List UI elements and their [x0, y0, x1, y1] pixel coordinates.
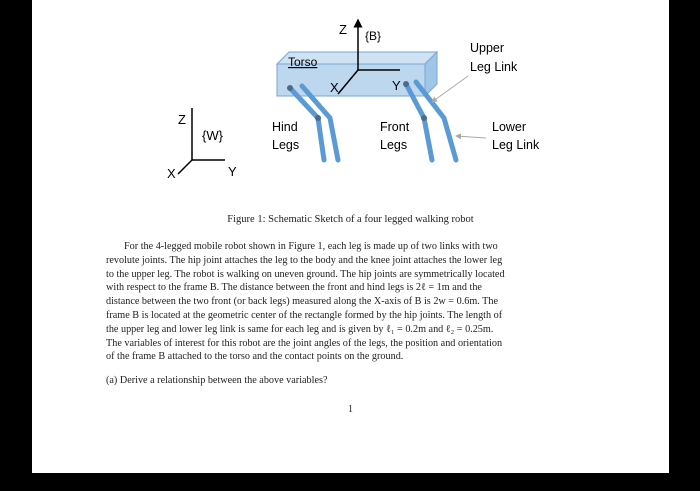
front-hip-joint	[403, 81, 409, 87]
body-y-label: Y	[392, 78, 401, 93]
upper-leg-link-label: Upper Leg Link	[470, 41, 518, 74]
lower-leg-link-label: Lower Leg Link	[492, 120, 540, 152]
body-line: frame B is located at the geometric center of the rectangle formed by the hip joints. The length of	[106, 309, 503, 321]
world-frame-label: {W}	[202, 128, 223, 143]
body-line: with respect to the frame B. The distance between the front and hind legs is 2ℓ = 1m and the	[106, 282, 482, 294]
hind-knee-joint	[315, 115, 321, 121]
body-line: revolute joints. The hip joint attaches the leg to the body and the knee joint attaches the lower leg	[106, 254, 503, 266]
lower-leg-callout-arrow	[456, 136, 486, 138]
problem-description	[106, 240, 598, 364]
body-x-label: X	[330, 80, 339, 95]
world-z-label: Z	[178, 112, 186, 127]
body-line: the upper leg and lower leg link is same for each leg and is given by ℓ₁ = 0.2m and ℓ₂ = 0.25m.	[106, 323, 494, 335]
robot-schematic-figure	[32, 0, 669, 210]
body-frame-label: {B}	[365, 29, 382, 43]
world-x-axis	[178, 160, 192, 174]
front-legs	[406, 82, 456, 160]
question-a: (a) Derive a relationship between the above variables?	[106, 375, 328, 386]
world-frame	[167, 108, 237, 181]
body-line: distance between the two front (or back legs) measured along the X-axis of B is 2w = 0.6m. The	[106, 296, 499, 308]
bottom-strip	[0, 473, 700, 491]
document-page	[32, 0, 669, 491]
torso-box	[277, 52, 437, 96]
front-knee-joint	[421, 115, 427, 121]
body-line: For the 4-legged mobile robot shown in Figure 1, each leg is made up of two links with two	[124, 241, 498, 252]
world-y-label: Y	[228, 164, 237, 179]
page-number: 1	[348, 404, 353, 415]
body-line: The variables of interest for this robot are the joint angles of the legs, the position and orientation	[106, 337, 503, 349]
hind-hip-joint	[287, 85, 293, 91]
figure-caption: Figure 1: Schematic Sketch of a four legged walking robot	[227, 214, 474, 225]
front-legs-label: Front Legs	[380, 120, 410, 152]
body-line: of the frame B attached to the torso and the contact points on the ground.	[106, 351, 404, 363]
body-line: to the upper leg. The robot is walking on uneven ground. The hip joints are symmetrically located	[106, 268, 505, 280]
world-x-label: X	[167, 166, 176, 181]
hind-legs-label: Hind Legs	[272, 120, 300, 152]
front-leg-far	[416, 82, 456, 160]
torso-label: Torso	[288, 55, 318, 69]
body-z-label: Z	[339, 22, 347, 37]
